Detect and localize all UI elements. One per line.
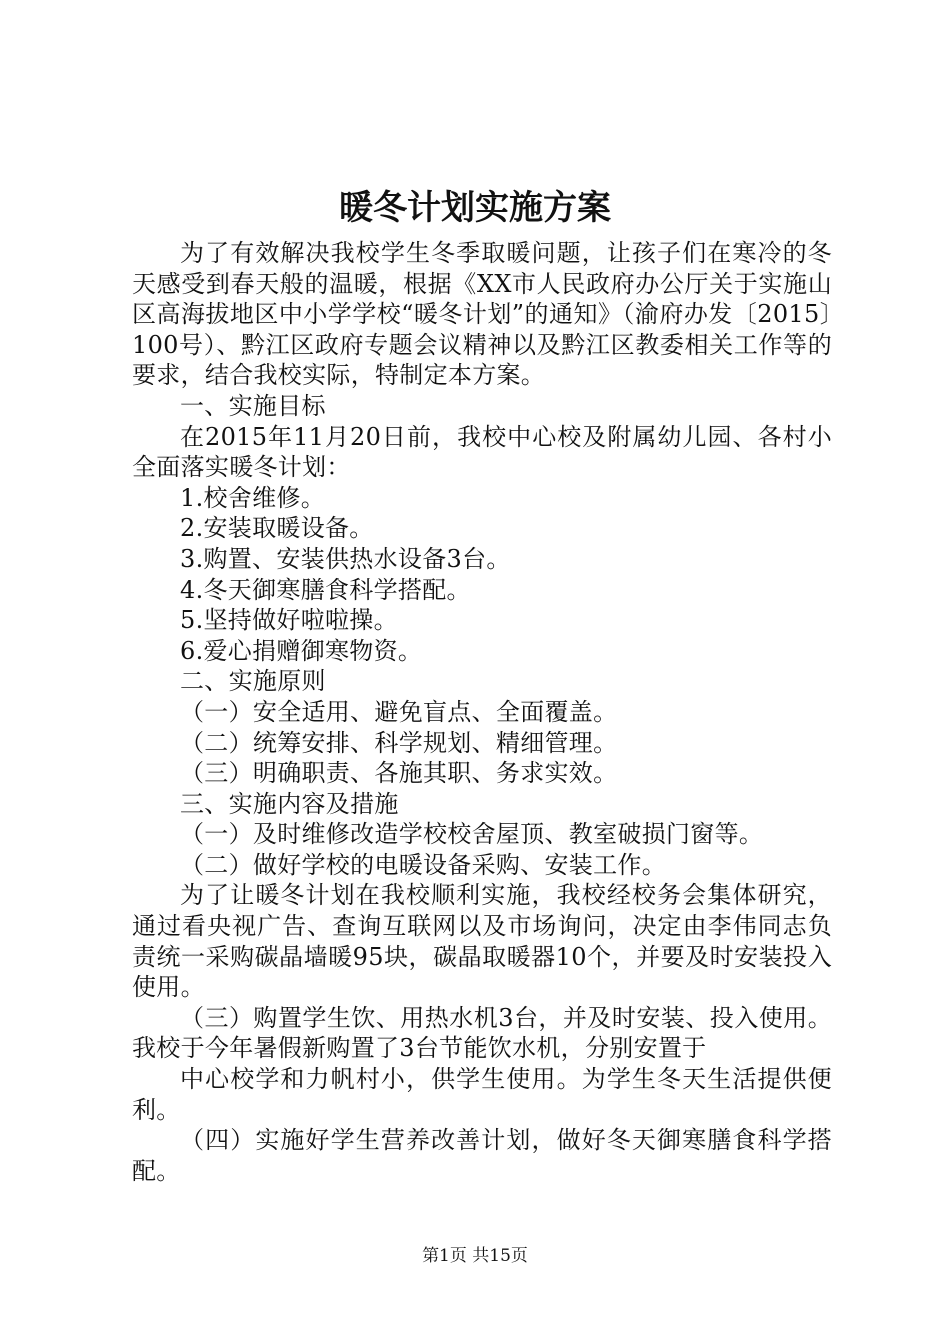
section-heading-measures: 三、实施内容及措施 <box>180 789 399 818</box>
measure-item-1: （一）及时维修改造学校校舍屋顶、教室破损门窗等。 <box>180 820 764 849</box>
goal-item-2: 2.安装取暖设备。 <box>180 514 374 543</box>
measure-item-2: （二）做好学校的电暖设备采购、安装工作。 <box>180 850 666 879</box>
goal-item-4: 4.冬天御寒膳食科学搭配。 <box>180 575 471 604</box>
measure-item-3-continued: 中心校学和力帆村小，供学生使用。为学生冬天生活提供便利。 <box>132 1065 832 1124</box>
goal-item-1: 1.校舍维修。 <box>180 483 325 512</box>
page-number: 第1页 共15页 <box>422 1246 528 1266</box>
measure-detail-paragraph: 为了让暖冬计划在我校顺利实施，我校经校务会集体研究，通过看央视广告、查询互联网以及市场询问，决定由李伟同志负责统一采购碳晶墙暖95块，碳晶取暖器10个，并要及时安装投入使用。 <box>132 881 832 1002</box>
document-body <box>132 238 832 1186</box>
section-heading-goals: 一、实施目标 <box>180 391 326 420</box>
section-heading-principles: 二、实施原则 <box>180 667 326 696</box>
goal-item-3: 3.购置、安装供热水设备3台。 <box>180 544 511 573</box>
principle-item-1: （一）安全适用、避免盲点、全面覆盖。 <box>180 697 618 726</box>
goal-item-5: 5.坚持做好啦啦操。 <box>180 606 398 635</box>
principle-item-2: （二）统筹安排、科学规划、精细管理。 <box>180 728 618 757</box>
goals-paragraph: 在2015年11月20日前，我校中心校及附属幼儿园、各村小全面落实暖冬计划： <box>132 422 832 482</box>
document-title: 暖冬计划实施方案 <box>339 188 611 228</box>
principle-item-3: （三）明确职责、各施其职、务求实效。 <box>180 759 618 788</box>
measure-item-4: （四）实施好学生营养改善计划，做好冬天御寒膳食科学搭配。 <box>132 1126 832 1185</box>
measure-item-3: （三）购置学生饮、用热水机3台，并及时安装、投入使用。我校于今年暑假新购置了3台节能饮水机，分别安置于 <box>132 1003 832 1063</box>
intro-paragraph: 为了有效解决我校学生冬季取暖问题，让孩子们在寒冷的冬天感受到春天般的温暖，根据《XX市人民政府办公厅关于实施山区高海拔地区中小学学校“暖冬计划”的通知》（渝府办发〔2015〕100号）、黔江区政府专题会议精神以及黔江区教委相关工作等的要求，结合我校实际，特制定本方案。 <box>132 239 832 390</box>
goal-item-6: 6.爱心捐赠御寒物资。 <box>180 636 423 665</box>
